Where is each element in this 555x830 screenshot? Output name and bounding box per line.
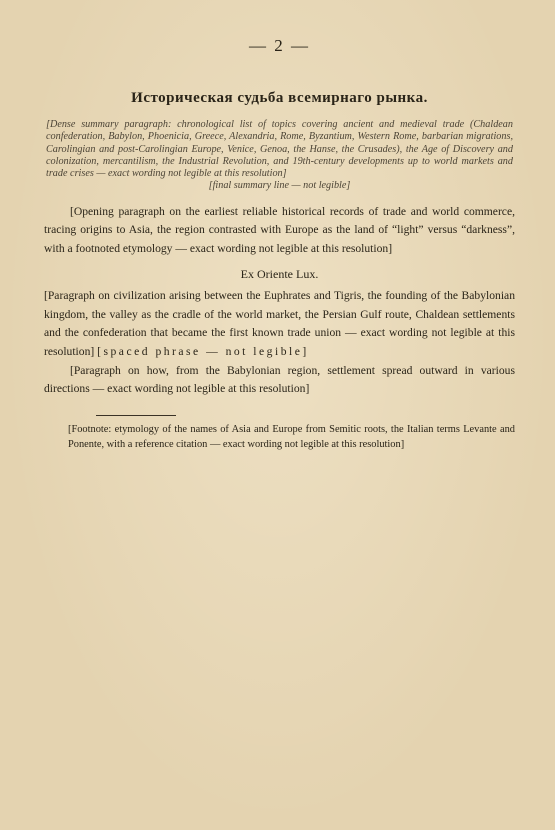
summary-last-line: [final summary line — not legible] (208, 180, 351, 192)
page-title: Историческая судьба всемирнаго рынка. (131, 90, 428, 106)
footnote: [Footnote: etymology of the names of Asia and Europe from Semitic roots, the Italian terms Levante and Ponente, with a reference citation — exact wording not legible at this resolution] (68, 423, 515, 451)
summary-text: [Dense summary paragraph: chronological list of topics covering ancient and medieval trade (Chaldean confederation, Babylon, Phoenicia, Greece, Alexandria, Rome, Byzantium, Western Rome, barbarian migrations, Carolingian and post-Carolingian Europe, Venice, Genoa, the Hanse, the Crusades), the Age of Discovery and colonization, mercantilism, the Industrial Revolution, and 19th-century developments up to world markets and trade crises — exact wording not legible at this resolution] (46, 119, 513, 180)
paragraph-1: [Opening paragraph on the earliest reliable historical records of trade and world commerce, tracing origins to Asia, the region contrasted with Europe as the land of “light” versus “darkness”, with a footnoted etymology — exact wording not legible at this resolution] (44, 204, 515, 255)
paragraph-2 (44, 287, 515, 361)
chapter-summary (46, 119, 513, 193)
footnote-rule (96, 415, 176, 416)
page-number: — 2 — (249, 36, 310, 55)
paragraph-2-spaced: [spaced phrase — not legible] (97, 344, 309, 358)
paragraph-2-text: [Paragraph on civilization arising between the Euphrates and Tigris, the founding of the Babylonian kingdom, the valley as the cradle of the world market, the Persian Gulf route, Chaldean settlements and the confederation that became the first known trade union — exact wording not legible at this resolution] (44, 289, 515, 358)
motto: Ex Oriente Lux. (240, 266, 319, 281)
body-text (44, 203, 515, 399)
paragraph-3: [Paragraph on how, from the Babylonian region, settlement spread outward in various directions — exact wording not legible at this resolution] (44, 363, 515, 396)
